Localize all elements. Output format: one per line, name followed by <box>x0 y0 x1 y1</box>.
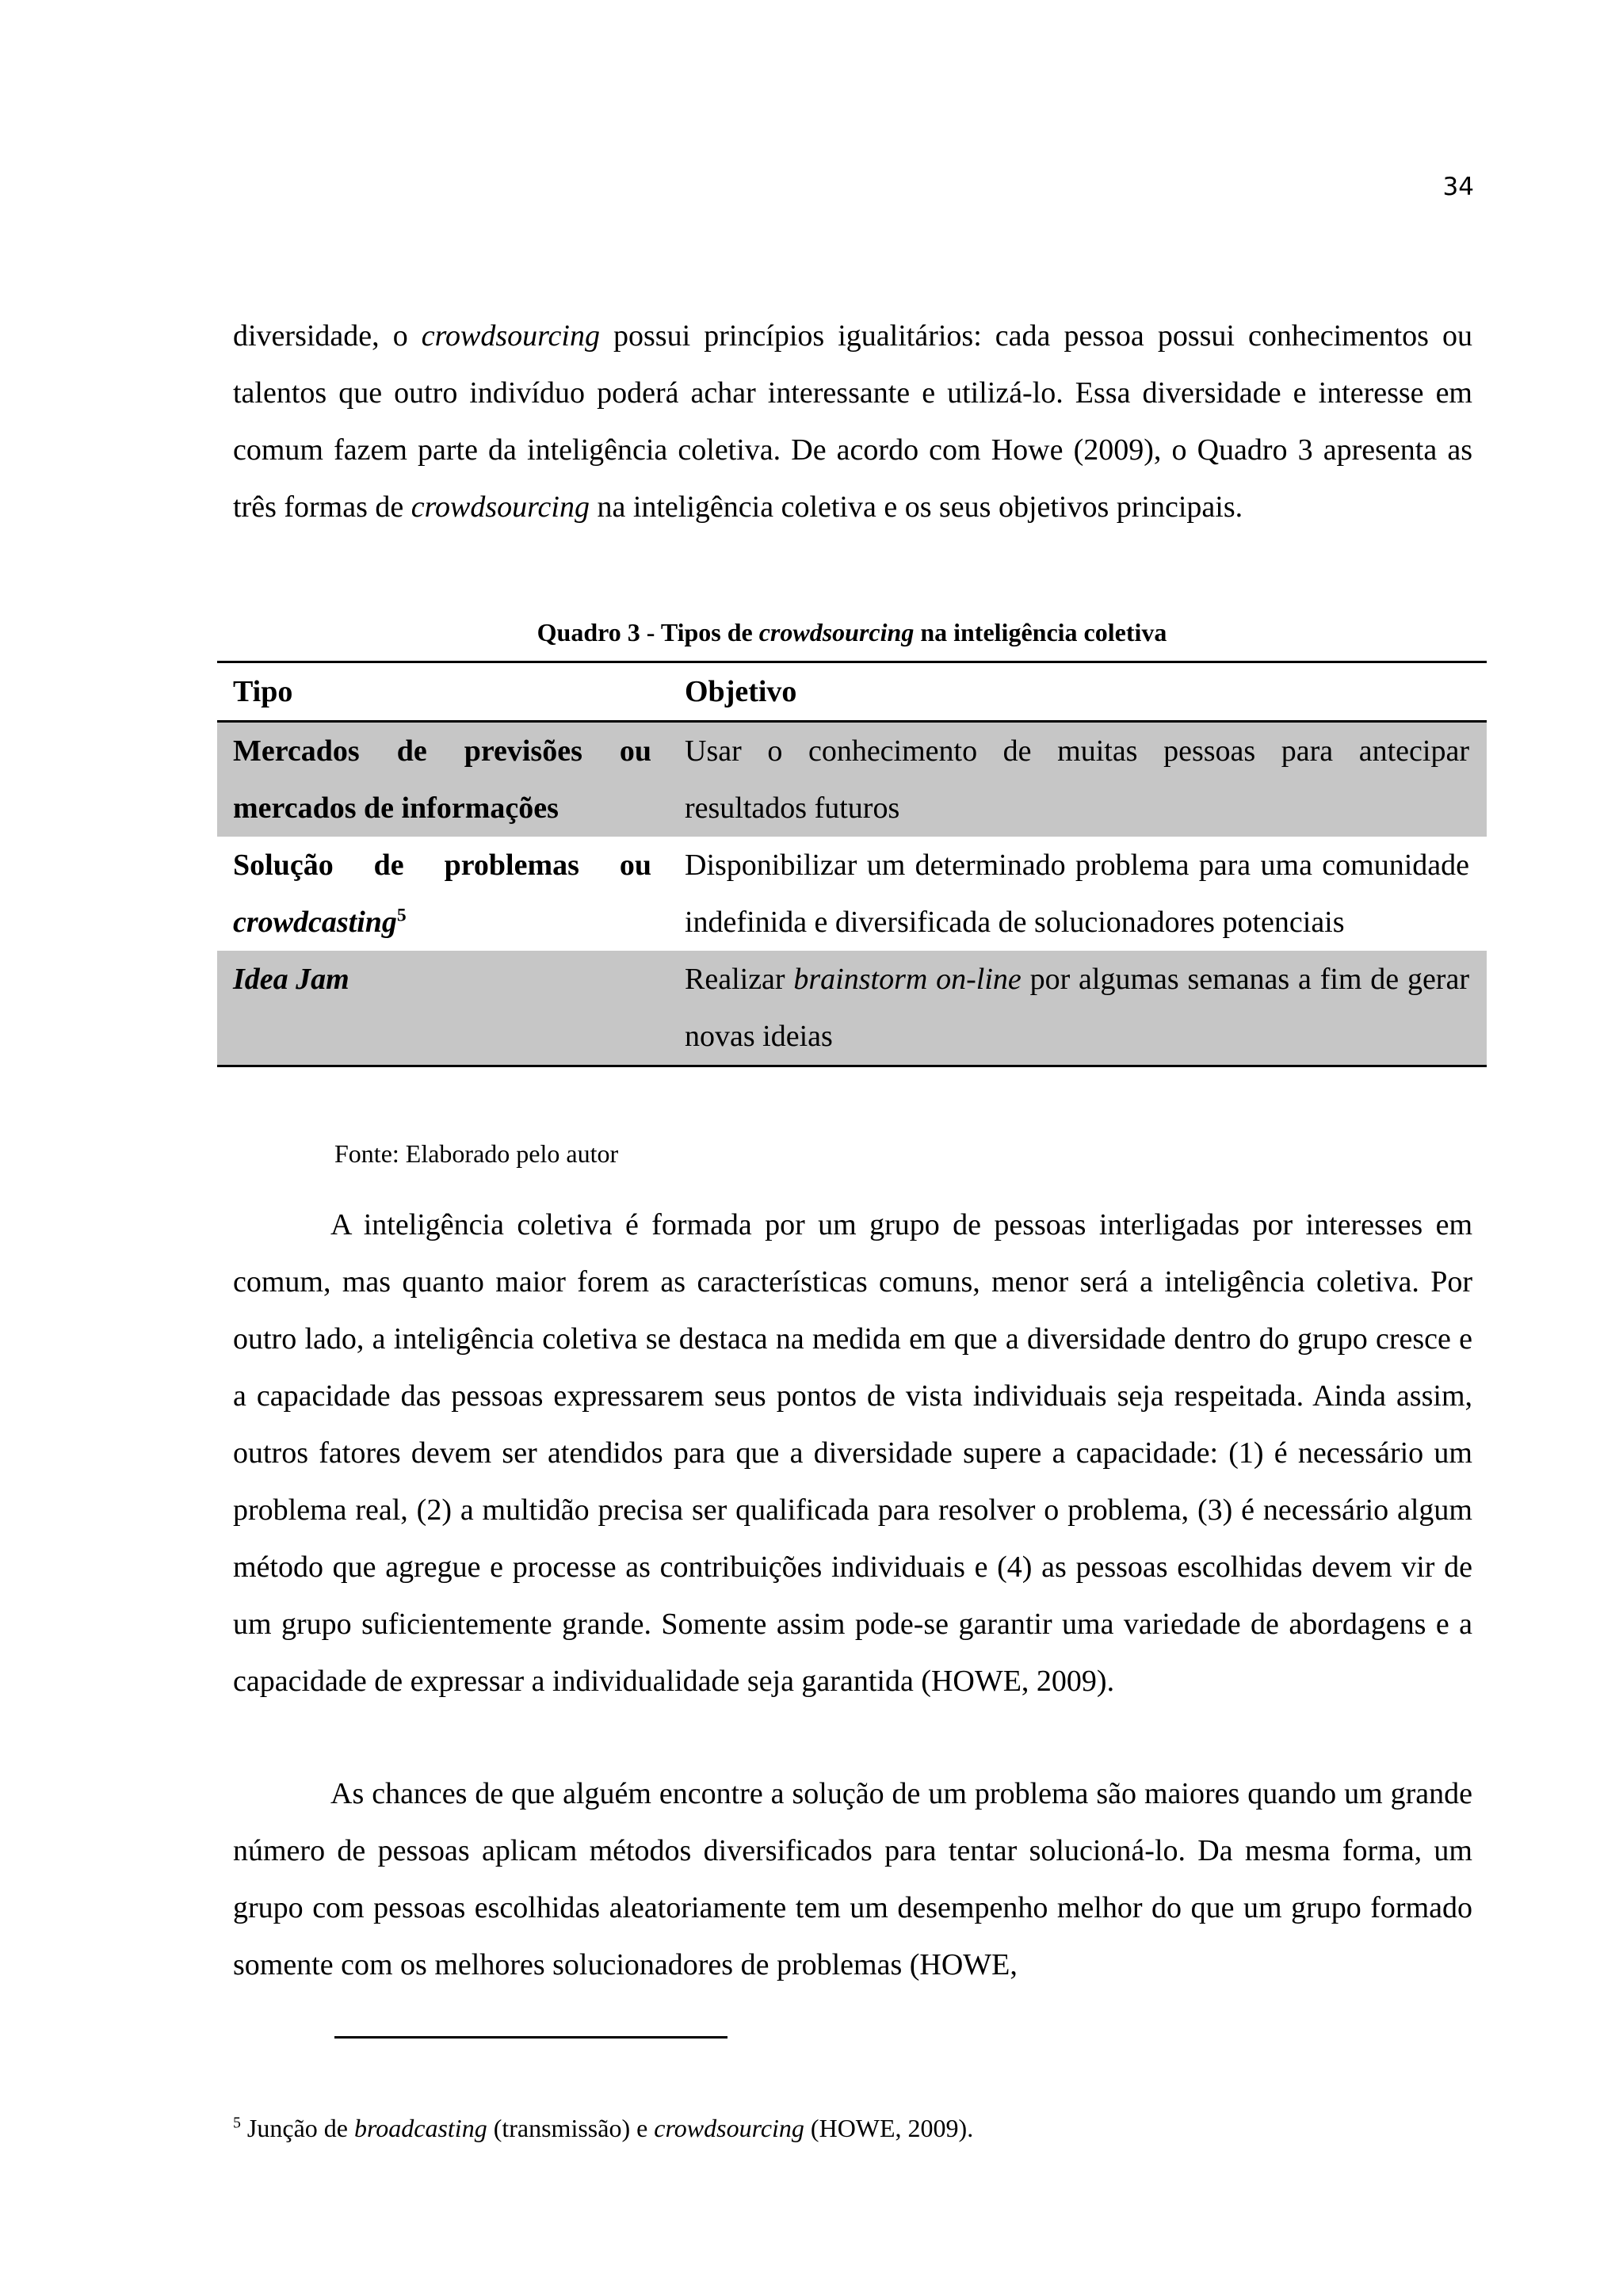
paragraph-intro <box>233 307 1472 536</box>
cell-tipo <box>217 837 669 951</box>
footnote-text: (HOWE, 2009). <box>804 2114 974 2142</box>
paragraph-text: na inteligência coletiva e os seus objetivos principais. <box>589 490 1243 524</box>
paragraph-chances: As chances de que alguém encontre a solução de um problema são maiores quando um grande número de pessoas aplicam métodos diversificados para tentar solucioná-lo. Da mesma forma, um grupo com pessoas escolhidas aleatoriamente tem um desempenho melhor do que um grupo formado somente com os melhores solucionadores de problemas (HOWE, <box>233 1777 1472 1981</box>
footnote-term: crowdsourcing <box>654 2114 804 2142</box>
footnote-marker: 5 <box>396 905 407 926</box>
cell-text: por algumas semanas a fim de gerar novas ideias <box>685 963 1469 1053</box>
page-number: 34 <box>1442 173 1474 201</box>
cell-term: Idea Jam <box>233 963 349 996</box>
footnote <box>233 2112 973 2144</box>
table-row <box>217 837 1487 951</box>
cell-tipo: Mercados de previsões ou mercados de informações <box>217 722 669 837</box>
table-header-row <box>217 662 1487 722</box>
footnote-divider <box>334 2036 727 2039</box>
cell-text: Solução de problemas ou <box>233 849 651 882</box>
cell-tipo <box>217 951 669 1066</box>
cell-objetivo <box>669 951 1487 1066</box>
cell-objetivo: Disponibilizar um determinado problema para uma comunidade indefinida e diversificada de solucionadores potenciais <box>685 849 1469 939</box>
table-source: Fonte: Elaborado pelo autor <box>334 1139 619 1168</box>
footnote-text: Junção de <box>240 2114 354 2142</box>
table-row <box>217 951 1487 1066</box>
table-row <box>217 722 1487 837</box>
table-caption <box>217 616 1487 648</box>
crowdsourcing-types-table <box>217 661 1487 1067</box>
caption-text: na inteligência coletiva <box>914 618 1167 646</box>
caption-term: crowdsourcing <box>758 618 915 646</box>
header-tipo: Tipo <box>233 675 293 708</box>
footnote-term: broadcasting <box>353 2114 487 2142</box>
footnote-text: (transmissão) e <box>487 2114 655 2142</box>
footnote-number: 5 <box>233 2114 241 2132</box>
paragraph-collective-intelligence: A inteligência coletiva é formada por um grupo de pessoas interligadas por interesses em comum, mas quanto maior forem as características comuns, menor será a inteligência coletiva. Por outro lado, a inteligência coletiva se destaca na medida em que a diversidade dentro do grupo cresce e a capacidade das pessoas expressarem seus pontos de vista individuais seja respeitada. Ainda assim, outros fatores devem ser atendidos para que a diversidade supere a capacidade: (1) é necessário um problema real, (2) a multidão precisa ser qualificada para resolver o problema, (3) é necessário algum método que agregue e processe as contribuições individuais e (4) as pessoas escolhidas devem vir de um grupo suficientemente grande. Somente assim pode-se garantir uma variedade de abordagens e a capacidade de expressar a individualidade seja garantida (HOWE, 2009). <box>233 1208 1472 1698</box>
emphasis-term: crowdsourcing <box>421 319 600 353</box>
cell-term: crowdcasting <box>233 906 397 939</box>
cell-term: brainstorm on-line <box>793 963 1022 996</box>
header-objetivo: Objetivo <box>685 675 797 708</box>
cell-objetivo: Usar o conhecimento de muitas pessoas para antecipar resultados futuros <box>669 722 1487 837</box>
caption-text: Quadro 3 - Tipos de <box>537 618 759 646</box>
emphasis-term: crowdsourcing <box>411 490 590 524</box>
cell-text: Realizar <box>685 963 794 996</box>
paragraph-text: diversidade, o <box>233 319 422 353</box>
paragraph-text: possui princípios igualitários: cada pessoa possui conhecimentos ou talentos que outro indivíduo poderá achar interessante e utilizá-lo. Essa diversidade e interesse em comum fazem parte da inteligência coletiva. De acordo com Howe (2009), o Quadro 3 apresenta as três formas de <box>233 319 1472 524</box>
